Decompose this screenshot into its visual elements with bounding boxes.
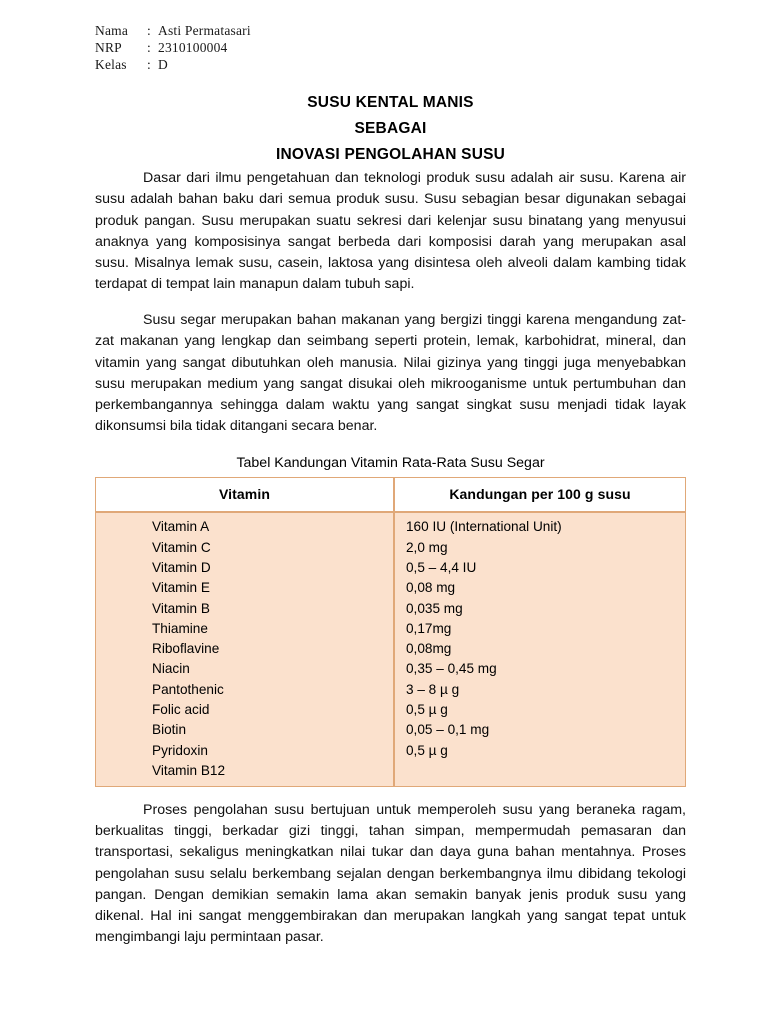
table-row xyxy=(95,740,686,760)
identity-value-nama: Asti Permatasari xyxy=(158,23,251,38)
cell-vitamin-amount: 0,35 – 0,45 mg xyxy=(394,659,686,679)
table-header-row xyxy=(95,477,686,512)
student-identity-block xyxy=(95,22,686,73)
vitamin-content-table xyxy=(95,477,686,787)
table-row xyxy=(95,639,686,659)
paragraph-2: Susu segar merupakan bahan makanan yang bergizi tinggi karena mengandung zat-zat makanan yang lengkap dan seimbang seperti protein, lemak, karbohidrat, mineral, dan vitamin yang sangat dibutuhkan oleh manusia. Nilai gizinya yang tinggi juga menyebabkan susu merupakan medium yang sangat disukai oleh mikrooganisme untuk pertumbuhan dan perkembangannya sehingga dalam waktu yang sangat singkat susu menjadi tidak layak dikonsumsi bila tidak ditangani secara benar. xyxy=(95,311,686,435)
cell-vitamin-amount: 0,08 mg xyxy=(394,578,686,598)
title-line-3: INOVASI PENGOLAHAN SUSU xyxy=(275,146,506,163)
table-row xyxy=(95,598,686,618)
table-row xyxy=(95,760,686,786)
cell-vitamin-name: Vitamin C xyxy=(95,537,394,557)
table-row xyxy=(95,659,686,679)
cell-vitamin-amount: 0,5 µ g xyxy=(394,699,686,719)
cell-vitamin-name: Niacin xyxy=(95,659,394,679)
cell-vitamin-name: Vitamin D xyxy=(95,557,394,577)
cell-vitamin-name: Vitamin B xyxy=(95,598,394,618)
table-body xyxy=(95,512,686,787)
cell-vitamin-amount: 2,0 mg xyxy=(394,537,686,557)
table-row xyxy=(95,699,686,719)
identity-label-nama: Nama xyxy=(95,23,129,38)
cell-vitamin-name: Thiamine xyxy=(95,618,394,638)
title-line-2: SEBAGAI xyxy=(354,120,427,137)
column-header-vitamin: Vitamin xyxy=(95,477,394,512)
cell-vitamin-amount: 0,035 mg xyxy=(394,598,686,618)
identity-value-kelas: D xyxy=(158,57,168,72)
cell-vitamin-name: Biotin xyxy=(95,720,394,740)
document-title xyxy=(95,90,686,168)
identity-label-kelas: Kelas xyxy=(95,57,127,72)
identity-value-nrp: 2310100004 xyxy=(158,40,228,55)
cell-vitamin-name: Pyridoxin xyxy=(95,740,394,760)
cell-vitamin-amount: 0,5 – 4,4 IU xyxy=(394,557,686,577)
cell-vitamin-name: Vitamin A xyxy=(95,512,394,537)
cell-vitamin-amount: 0,05 – 0,1 mg xyxy=(394,720,686,740)
cell-vitamin-amount: 0,08mg xyxy=(394,639,686,659)
column-header-amount: Kandungan per 100 g susu xyxy=(394,477,686,512)
identity-colon-kelas: : xyxy=(147,57,151,72)
table-row xyxy=(95,618,686,638)
table-row xyxy=(95,578,686,598)
identity-label-nrp: NRP xyxy=(95,40,122,55)
table-caption: Tabel Kandungan Vitamin Rata-Rata Susu Segar xyxy=(236,454,545,471)
table-row xyxy=(95,679,686,699)
paragraph-1: Dasar dari ilmu pengetahuan dan teknologi produk susu adalah air susu. Karena air susu adalah bahan baku dari semua produk susu. Susu sebagian besar digunakan sebagai produk pangan. Susu merupakan suatu sekresi dari kelenjar susu binatang yang menyusui anaknya yang komposisinya sangat berbeda dari komposisi darah yang merupakan asal susu. Misalnya lemak susu, casein, laktosa yang disintesa oleh alveoli dalam kambing tidak terdapat di tempat lain manapun dalam tubuh sapi. xyxy=(95,170,686,293)
cell-vitamin-name: Riboflavine xyxy=(95,639,394,659)
identity-row-nama xyxy=(95,22,686,39)
identity-row-nrp xyxy=(95,39,686,56)
cell-vitamin-amount: 0,17mg xyxy=(394,618,686,638)
identity-colon-nama: : xyxy=(147,23,151,38)
cell-vitamin-amount: 3 – 8 µ g xyxy=(394,679,686,699)
table-row xyxy=(95,720,686,740)
cell-vitamin-name: Pantothenic xyxy=(95,679,394,699)
paragraph-3: Proses pengolahan susu bertujuan untuk memperoleh susu yang beraneka ragam, berkualitas tinggi, berkadar gizi tinggi, tahan simpan, mempermudah pemasaran dan transportasi, sekaligus meningkatkan nilai tukar dan daya guna bahan mentahnya. Proses pengolahan susu selalu berkembang sejalan dengan berkembangnya ilmu dibidang tekologi pangan. Dengan demikian semakin lama akan semakin banyak jenis produk susu yang dikenal. Hal ini sangat menggembirakan dan merupakan langkah yang sangat tepat untuk mengimbangi laju permintaan pasar. xyxy=(95,801,686,946)
cell-vitamin-name: Folic acid xyxy=(95,699,394,719)
identity-row-kelas xyxy=(95,56,686,73)
title-line-1: SUSU KENTAL MANIS xyxy=(307,94,474,111)
cell-vitamin-amount: 0,5 µ g xyxy=(394,740,686,760)
table-row xyxy=(95,557,686,577)
cell-vitamin-name: Vitamin B12 xyxy=(95,760,394,786)
table-row xyxy=(95,512,686,537)
cell-vitamin-amount: 160 IU (International Unit) xyxy=(394,512,686,537)
cell-vitamin-amount xyxy=(394,760,686,786)
table-row xyxy=(95,537,686,557)
identity-colon-nrp: : xyxy=(147,40,151,55)
cell-vitamin-name: Vitamin E xyxy=(95,578,394,598)
